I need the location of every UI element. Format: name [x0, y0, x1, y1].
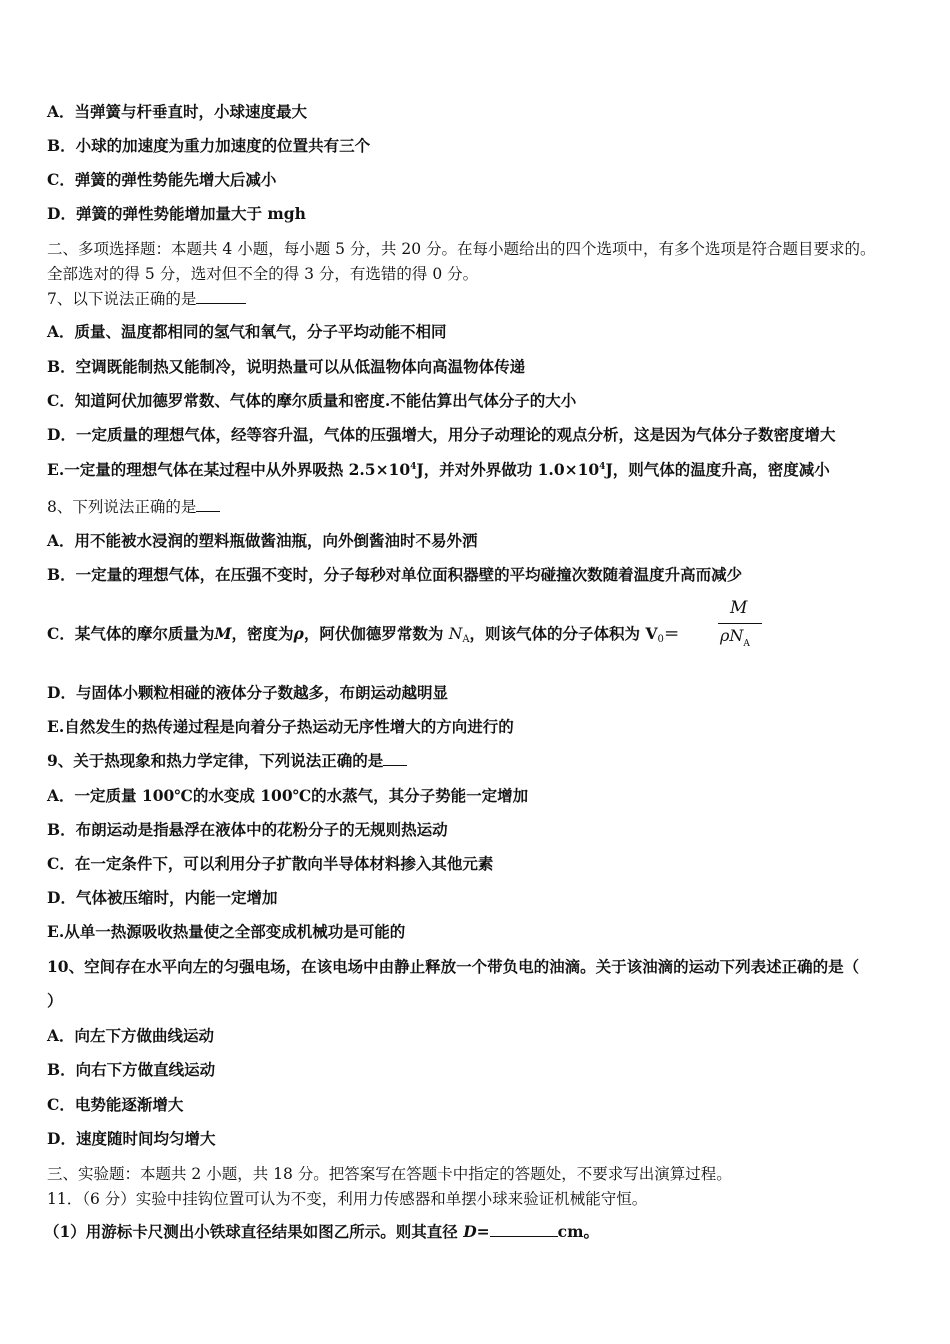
q10-option-b: B．向右下方做直线运动: [47, 1060, 216, 1079]
q7-option-a: A．质量、温度都相同的氢气和氧气，分子平均动能不相同: [47, 322, 447, 341]
q7e-part1: E.一定量的理想气体在某过程中从外界吸热 2.5×10: [47, 460, 411, 479]
q7-stem-text: 7、以下说法正确的是: [47, 290, 197, 308]
q8c-part4: ，则该气体的分子体积为 V: [469, 624, 658, 643]
q9-option-a: A．一定质量 100℃的水变成 100℃的水蒸气，其分子势能一定增加: [47, 786, 529, 805]
q7-option-e: [47, 460, 830, 480]
q10-stem-close: ）: [47, 991, 63, 1010]
fraction-denominator: [720, 626, 750, 649]
q8c-density-symbol: ρ: [293, 624, 304, 643]
q7e-exponent1: 4: [410, 461, 417, 472]
q8c-part1: C．某气体的摩尔质量为: [47, 624, 215, 643]
q7-option-b: B．空调既能制热又能制冷，说明热量可以从低温物体向高温物体传递: [47, 357, 526, 376]
q7e-part3: J，则气体的温度升高，密度减小: [605, 460, 830, 479]
q7e-part2: J，并对外界做功 1.0×10: [416, 460, 600, 479]
q7-stem: [47, 289, 246, 309]
q11-stem: 11．（6 分）实验中挂钩位置可认为不变，利用力传感器和单摆小球来验证机械能守恒。: [47, 1190, 648, 1208]
q8c-v0-subscript: 0: [657, 634, 664, 645]
q6-option-a: A．当弹簧与杆垂直时，小球速度最大: [47, 102, 308, 121]
q8-option-e: E.自然发生的热传递过程是向着分子热运动无序性增大的方向进行的: [47, 717, 514, 736]
q6-option-b: B．小球的加速度为重力加速度的位置共有三个: [47, 136, 371, 155]
fraction-denominator-subscript: A: [743, 639, 750, 649]
q8-option-d: D．与固体小颗粒相碰的液体分子数越多，布朗运动越明显: [47, 683, 448, 702]
q8-option-b: B．一定量的理想气体，在压强不变时，分子每秒对单位面积器壁的平均碰撞次数随着温度升高而减少: [47, 565, 743, 584]
q7e-exponent2: 4: [599, 461, 606, 472]
q11-part1: [44, 1222, 599, 1242]
q11-diameter-blank[interactable]: [490, 1222, 558, 1237]
q8c-avogadro-symbol: N: [448, 625, 463, 643]
q8c-avogadro-subscript: A: [462, 634, 470, 645]
q9-stem: [47, 751, 407, 771]
section2-heading: 二、多项选择题：本题共 4 小题，每小题 5 分，共 20 分。在每小题给出的四个选项中，有多个选项是符合题目要求的。: [47, 240, 876, 258]
q11-unit: cm。: [557, 1222, 599, 1241]
q9-option-d: D．气体被压缩时，内能一定增加: [47, 888, 278, 907]
fraction-bar: [718, 623, 762, 624]
q10-option-a: A．向左下方做曲线运动: [47, 1026, 215, 1045]
q9-option-e: E.从单一热源吸收热量使之全部变成机械功是可能的: [47, 922, 406, 941]
q11-part1-text: （1）用游标卡尺测出小铁球直径结果如图乙所示。则其直径: [44, 1222, 464, 1241]
q8c-molar-mass-symbol: M: [214, 624, 232, 643]
q10-stem: 10、空间存在水平向左的匀强电场，在该电场中由静止释放一个带负电的油滴。关于该油滴的运动下列表述正确的是（: [47, 957, 860, 976]
q9-stem-text: 9、关于热现象和热力学定律，下列说法正确的是: [47, 751, 384, 770]
q7-answer-blank[interactable]: [196, 289, 246, 304]
q6-option-d: D．弹簧的弹性势能增加量大于 mgh: [47, 204, 306, 223]
q7-option-c: C．知道阿伏加德罗常数、气体的摩尔质量和密度.不能估算出气体分子的大小: [47, 391, 577, 410]
q6-option-c: C．弹簧的弹性势能先增大后减小: [47, 170, 277, 189]
q8-option-a: A．用不能被水浸润的塑料瓶做酱油瓶，向外倒酱油时不易外洒: [47, 531, 478, 550]
q8-option-c: [47, 624, 679, 647]
q8c-part3: ，阿伏伽德罗常数为: [303, 624, 449, 643]
fraction-numerator: M: [730, 598, 748, 618]
q8c-volume-fraction: [712, 598, 768, 652]
q9-answer-blank[interactable]: [383, 751, 407, 766]
q7-option-d: D．一定质量的理想气体，经等容升温，气体的压强增大，用分子动理论的观点分析，这是因为气体分子数密度增大: [47, 425, 836, 444]
q10-option-d: D．速度随时间均匀增大: [47, 1129, 216, 1148]
q9-option-c: C．在一定条件下，可以利用分子扩散向半导体材料掺入其他元素: [47, 854, 494, 873]
section3-heading: 三、实验题：本题共 2 小题，共 18 分。把答案写在答题卡中指定的答题处，不要求写出演算过程。: [47, 1165, 732, 1183]
q9-option-b: B．布朗运动是指悬浮在液体中的花粉分子的无规则热运动: [47, 820, 448, 839]
q8-stem: [47, 497, 220, 517]
q8-answer-blank[interactable]: [196, 497, 220, 512]
q8c-equals: ＝: [663, 624, 680, 643]
fraction-denominator-text: ρN: [720, 626, 744, 645]
q11-equals: =: [476, 1222, 490, 1241]
q11-diameter-symbol: D: [463, 1222, 477, 1241]
q10-option-c: C．电势能逐渐增大: [47, 1095, 184, 1114]
q8c-part2: ，密度为: [231, 624, 294, 643]
section2-scoring: 全部选对的得 5 分，选对但不全的得 3 分，有选错的得 0 分。: [47, 265, 479, 283]
q8-stem-text: 8、下列说法正确的是: [47, 498, 197, 516]
